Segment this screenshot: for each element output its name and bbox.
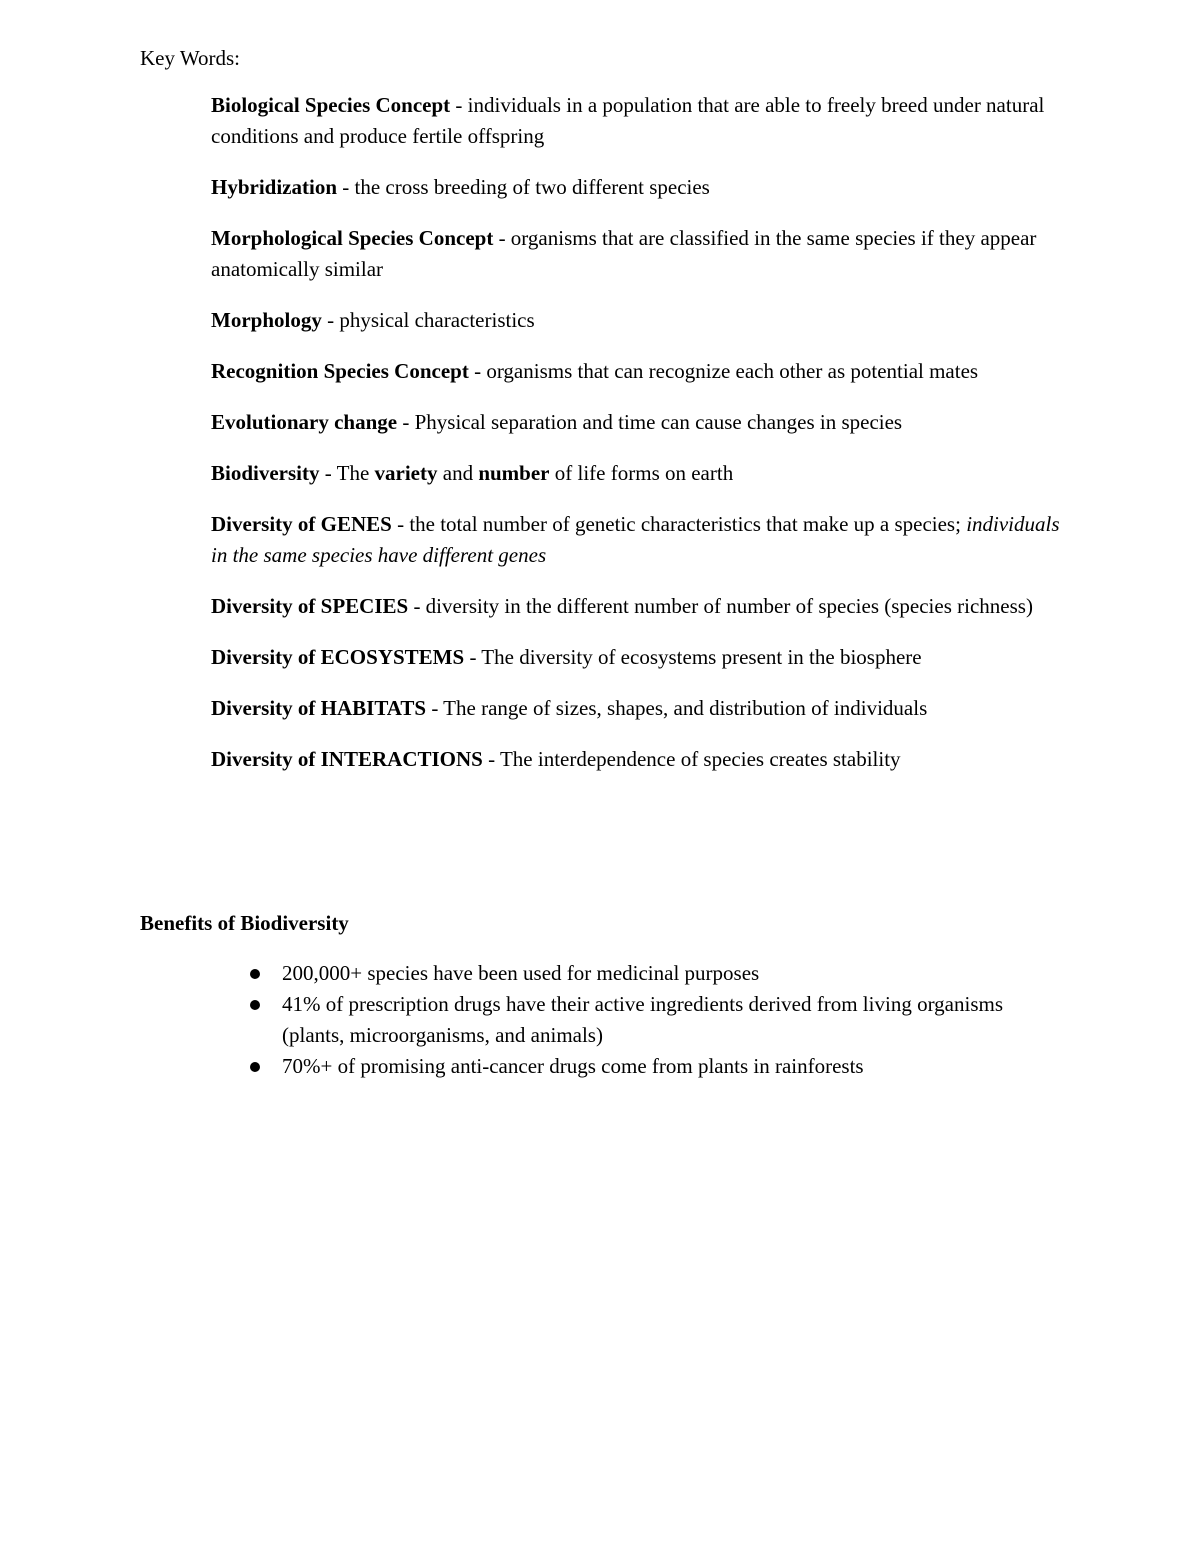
definition-term: Diversity of SPECIES — [211, 594, 409, 618]
definition-term: Diversity of GENES — [211, 512, 392, 536]
definition-text: - Physical separation and time can cause changes in species — [397, 410, 903, 434]
bullet-icon — [250, 969, 260, 979]
definition-text: - The diversity of ecosystems present in the biosphere — [464, 645, 922, 669]
definition-item — [211, 591, 1061, 622]
definition-item — [211, 356, 1061, 387]
definition-term: Morphological Species Concept — [211, 226, 494, 250]
definition-term: Diversity of ECOSYSTEMS — [211, 645, 465, 669]
benefit-text: 41% of prescription drugs have their active ingredients derived from living organisms (plants, microorganisms, and animals) — [282, 992, 1004, 1047]
definition-text: and — [437, 461, 479, 485]
definition-text: - The interdependence of species creates stability — [482, 747, 901, 771]
definition-text: - diversity in the different number of number of species (species richness) — [408, 594, 1033, 618]
definition-item — [211, 407, 1061, 438]
definition-item — [211, 693, 1061, 724]
definition-term: Diversity of INTERACTIONS — [211, 747, 483, 771]
key-words-heading: Key Words: — [140, 46, 240, 70]
definition-text: - the cross breeding of two different species — [337, 175, 710, 199]
definition-text: - individuals in a population that are able to freely breed under natural conditions and produce fertile offspring — [211, 93, 1045, 148]
definition-text: of life forms on earth — [549, 461, 734, 485]
benefits-list — [246, 958, 1026, 1082]
definitions-list — [211, 90, 1061, 795]
definition-term: Hybridization — [211, 175, 338, 199]
benefits-heading: Benefits of Biodiversity — [140, 911, 349, 935]
definition-term: Recognition Species Concept — [211, 359, 469, 383]
list-item — [246, 989, 1026, 1051]
bullet-icon — [250, 1062, 260, 1072]
definition-note: individuals in the same species have different genes — [211, 512, 1060, 567]
benefit-text: 200,000+ species have been used for medicinal purposes — [282, 961, 760, 985]
definition-text: - physical characteristics — [321, 308, 535, 332]
definition-term: Biodiversity — [211, 461, 320, 485]
definition-item — [211, 172, 1061, 203]
definition-text: - organisms that are classified in the same species if they appear anatomically similar — [211, 226, 1037, 281]
definition-item — [211, 223, 1061, 285]
definition-term: Evolutionary change — [211, 410, 398, 434]
list-item — [246, 1051, 1026, 1082]
emphasis-text: variety — [374, 461, 438, 485]
definition-item — [211, 90, 1061, 152]
definition-term: Morphology — [211, 308, 322, 332]
benefit-text: 70%+ of promising anti-cancer drugs come from plants in rainforests — [282, 1054, 864, 1078]
definition-text: - organisms that can recognize each other as potential mates — [468, 359, 979, 383]
emphasis-text: number — [478, 461, 550, 485]
definition-item — [211, 458, 1061, 489]
definition-text: - the total number of genetic characteristics that make up a species; — [391, 512, 967, 536]
definition-text: - The range of sizes, shapes, and distribution of individuals — [426, 696, 928, 720]
definition-item — [211, 509, 1061, 571]
list-item — [246, 958, 1026, 989]
definition-item — [211, 642, 1061, 673]
definition-text: - The — [319, 461, 375, 485]
definition-term: Biological Species Concept — [211, 93, 451, 117]
definition-item — [211, 744, 1061, 775]
bullet-icon — [250, 1000, 260, 1010]
definition-item — [211, 305, 1061, 336]
definition-term: Diversity of HABITATS — [211, 696, 427, 720]
